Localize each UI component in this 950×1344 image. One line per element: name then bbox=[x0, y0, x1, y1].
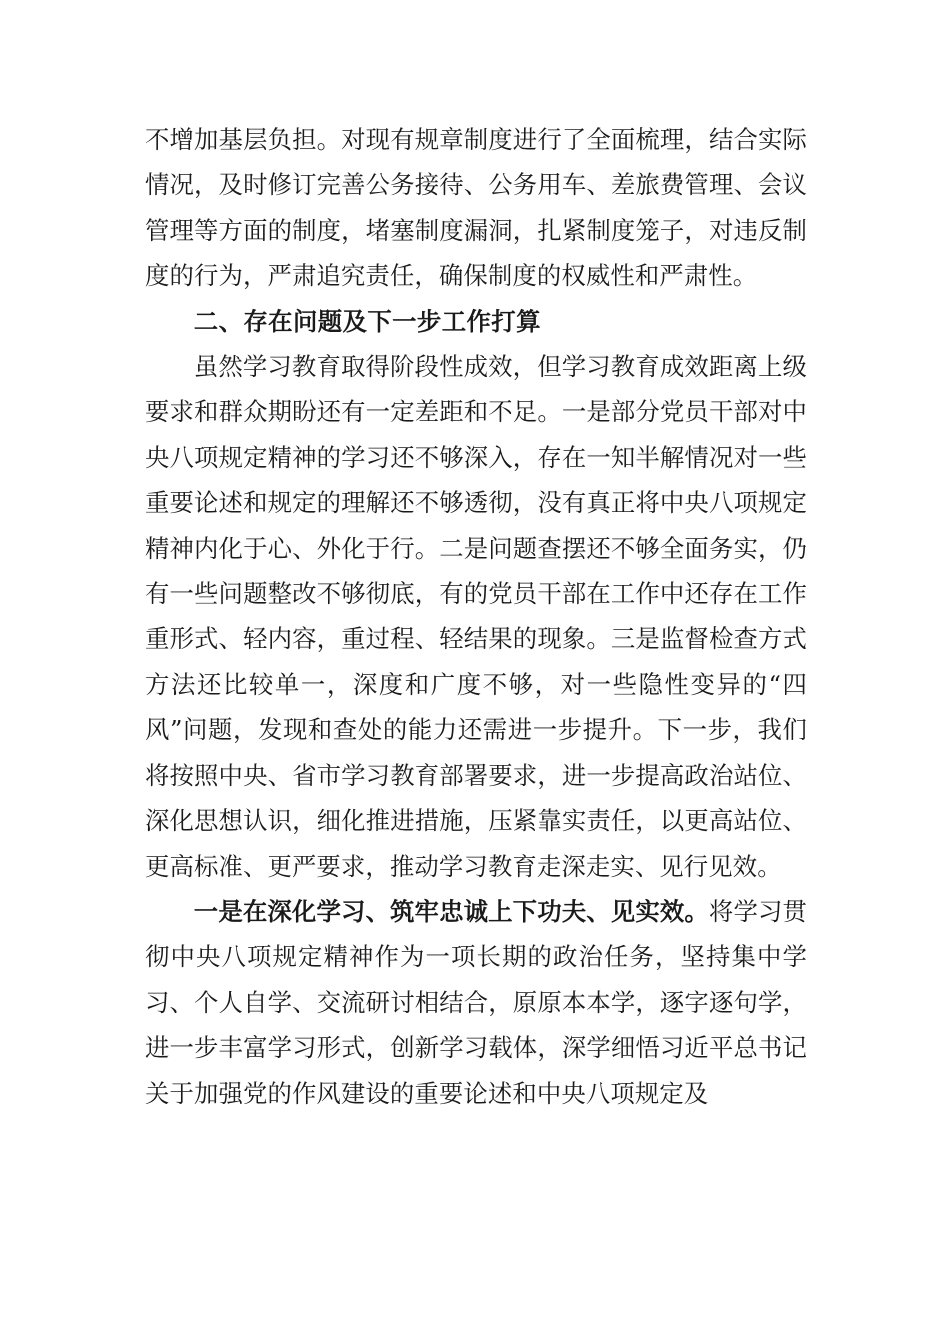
plan-item-1-body: 将学习贯彻中央八项规定精神作为一项长期的政治任务，坚持集中学习、个人自学、交流研讨相结合，原原本本学，逐字逐句学，进一步丰富学习形式，创新学习载体，深学细悟习近平总书记关于加强党的作风建设的重要论述和中央八项规定及 bbox=[145, 896, 807, 1108]
document-body bbox=[145, 117, 807, 1116]
plan-item-1-lead: 一是在深化学习、筑牢忠诚上下功夫、见实效。 bbox=[193, 896, 709, 926]
problems-paragraph: 虽然学习教育取得阶段性成效，但学习教育成效距离上级要求和群众期盼还有一定差距和不足。一是部分党员干部对中央八项规定精神的学习还不够深入，存在一知半解情况对一些重要论述和规定的理解还不够透彻，没有真正将中央八项规定精神内化于心、外化于行。二是问题查摆还不够全面务实，仍有一些问题整改不够彻底，有的党员干部在工作中还存在工作重形式、轻内容，重过程、轻结果的现象。三是监督检查方式方法还比较单一，深度和广度不够，对一些隐性变异的“四风”问题，发现和查处的能力还需进一步提升。下一步，我们将按照中央、省市学习教育部署要求，进一步提高政治站位、深化思想认识，细化推进措施，压紧靠实责任，以更高站位、更高标准、更严要求，推动学习教育走深走实、见行见效。 bbox=[145, 352, 807, 881]
plan-item-1 bbox=[145, 889, 807, 1116]
section-heading: 二、存在问题及下一步工作打算 bbox=[193, 306, 541, 336]
paragraph-continuation: 不增加基层负担。对现有规章制度进行了全面梳理，结合实际情况，及时修订完善公务接待、公务用车、差旅费管理、会议管理等方面的制度，堵塞制度漏洞，扎紧制度笼子，对违反制度的行为，严肃追究责任，确保制度的权威性和严肃性。 bbox=[145, 125, 807, 291]
